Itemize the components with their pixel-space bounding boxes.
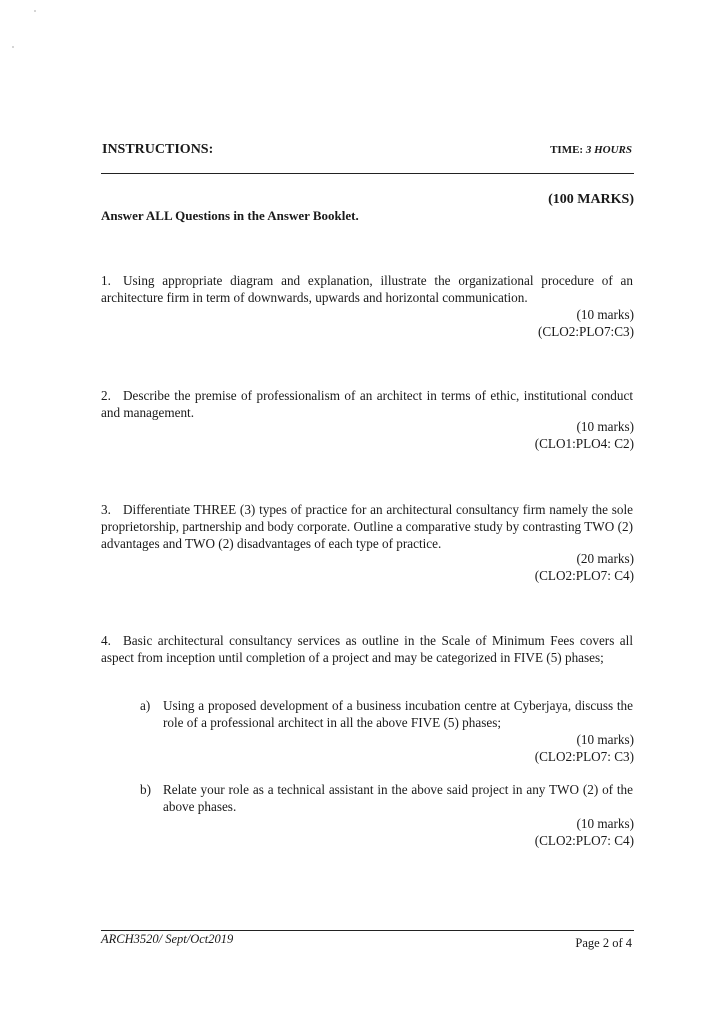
marks: (10 marks)	[576, 732, 634, 747]
question-number: 4.	[101, 633, 111, 648]
question-4a-marks	[535, 731, 634, 765]
question-number: 2.	[101, 388, 111, 403]
question-1-marks	[538, 306, 634, 340]
clo-code: (CLO2:PLO7: C4)	[534, 833, 634, 848]
question-1	[101, 272, 633, 306]
marks: (10 marks)	[576, 816, 634, 831]
question-4a	[140, 697, 633, 731]
question-3	[101, 501, 633, 552]
time-allowed	[550, 144, 632, 156]
question-text: Describe the premise of professionalism of an architect in terms of ethic, institutional conduct and management.	[101, 388, 633, 420]
marks: (10 marks)	[576, 307, 634, 322]
page-number: Page 2 of 4	[575, 936, 632, 950]
time-label: TIME:	[550, 144, 584, 156]
question-text: Differentiate THREE (3) types of practice for an architectural consultancy firm namely the sole proprietorship, partnership and body corporate. Outline a comparative study by contrasting TWO (2) advantages and TWO (2) disadvantages of each type of practice.	[101, 502, 633, 551]
question-number: 3.	[101, 502, 111, 517]
instructions-heading: INSTRUCTIONS:	[102, 142, 214, 157]
time-value: 3 HOURS	[585, 144, 632, 156]
clo-code: (CLO2:PLO7: C3)	[534, 749, 634, 764]
question-3-marks	[535, 550, 634, 584]
question-number: 1.	[101, 273, 111, 288]
marks: (20 marks)	[576, 551, 634, 566]
course-code: ARCH3520/ Sept/Oct2019	[101, 932, 234, 946]
scan-speck	[12, 46, 14, 48]
part-label: b)	[140, 782, 151, 797]
total-marks: (100 MARKS)	[548, 192, 634, 207]
question-4b	[140, 781, 633, 815]
header-divider	[101, 173, 634, 174]
question-text: Using appropriate diagram and explanation, illustrate the organizational procedure of an architecture firm in term of downwards, upwards and horizontal communication.	[101, 273, 633, 305]
part-text: Using a proposed development of a business incubation centre at Cyberjaya, discuss the role of a professional architect in all the above FIVE (5) phases;	[163, 698, 633, 730]
question-4	[101, 632, 633, 666]
part-label: a)	[140, 698, 151, 713]
footer-divider	[101, 930, 634, 931]
clo-code: (CLO2:PLO7:C3)	[538, 324, 634, 339]
scan-speck	[34, 10, 36, 12]
answer-all-instruction: Answer ALL Questions in the Answer Booklet.	[101, 208, 359, 223]
question-4b-marks	[535, 815, 634, 849]
question-text: Basic architectural consultancy services as outline in the Scale of Minimum Fees covers all aspect from inception until completion of a project and may be categorized in FIVE (5) phases;	[101, 633, 633, 665]
marks: (10 marks)	[576, 419, 634, 434]
part-text: Relate your role as a technical assistant in the above said project in any TWO (2) of the above phases.	[163, 782, 633, 814]
clo-code: (CLO2:PLO7: C4)	[534, 568, 634, 583]
question-2	[101, 387, 633, 421]
question-2-marks	[535, 418, 634, 452]
clo-code: (CLO1:PLO4: C2)	[534, 436, 634, 451]
